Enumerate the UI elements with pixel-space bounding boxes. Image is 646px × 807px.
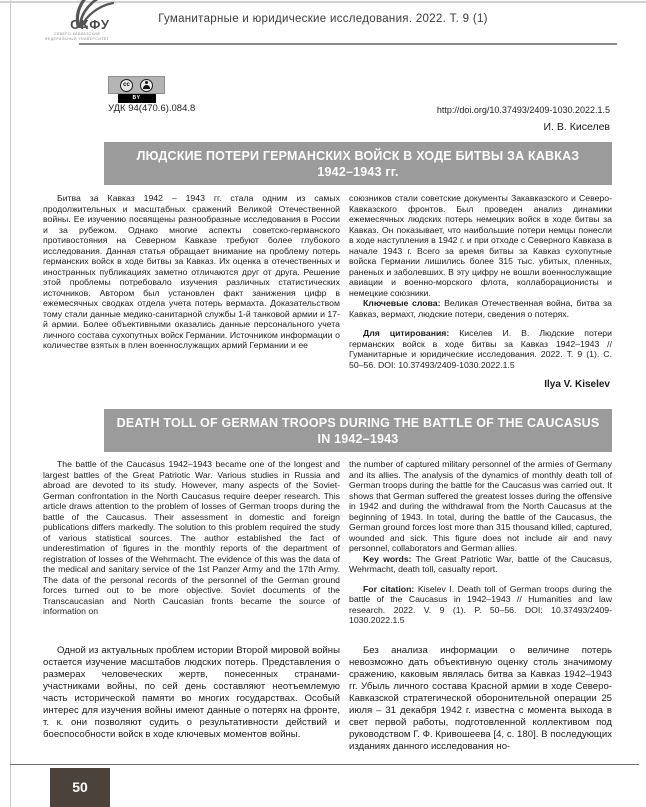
citation-en [349,584,612,626]
citation-ru-label: Для цитирования: [363,328,450,338]
citation-en-label: For citation: [363,583,415,594]
page-left-edge-line [10,0,11,807]
keywords-en-text: The Great Patriotic War, battle of the Caucasus, Wehrmacht, death toll, casualty report. [349,553,613,574]
keywords-en [349,554,612,575]
main-text-col1-paragraph: Одной из актуальных проблем истории Второй мировой войны остается изучение масштабов людских потерь. Представления о размерах человеческих жертв, понесенных странами-участниками войны, по сей день составляют неотъемлемую часть исторической памяти во многих государствах. Особый интерес для изучения войны имеют данные о потерях на фронте, т. к. они позволяют судить о результативности действий и боеспособности войск в ходе ключевых моментов войны. [43,645,340,740]
citation-en-text: Kiselev I. Death toll of German troops during the battle of the Caucasus in 1942–1943 // Humanities and law research. 2022. V. 9 (1). P. 50–56. DOI: 10.37493/2409-1030.2022.1.5 [349,583,612,625]
footer-divider-rule [10,764,639,765]
cc-license-badge [108,76,165,103]
abstract-ru-section [43,193,612,390]
cc-badge-icons-row [108,76,165,94]
citation-ru [349,328,612,370]
abstract-ru-text-part2: союзников стали советские документы Закавказского и Северо-Кавказского фронтов. Был проведен анализ динамики ежемесячных людских потерь немецких войск в ходе битвы за Кавказ. Он показывает, что наибольшие потери немцы понесли в ходе наступления в 1942 г. и при отходе с Северного Кавказа в начале 1943 г. Всего за время битвы за Кавказ сухопутные войска Германии лишились более 315 тыс. убитых, пленных, раненых и заболевших. В эту цифру не вошли военнослужащие авиации и военно-морского флота, коллаборационисты и немецкие союзники. [349,193,612,298]
page-number-box [50,768,110,807]
cc-icon: cc [120,79,133,92]
main-text-left-column [43,645,340,753]
journal-header-title: Гуманитарные и юридические исследования. 2022. Т. 9 (1) [158,13,488,25]
logo-abbreviation: СКФУ [70,17,110,32]
main-text-section [43,645,612,753]
citation-ru-text: Киселев И. В. Людские потери германских войск в ходе битвы за Кавказ 1942–1943 // Гуманитарные и юридические исследования. 2022. Т. 9 (1). С. 50–56. DOI: 10.37493/2409-1030.2022.1.5 [349,328,612,370]
logo-subtitle-line1: СЕВЕРО-КАВКАЗСКИЙ [53,32,101,36]
keywords-ru-label: Ключевые слова: [363,298,441,308]
article-title-en-line1: DEATH TOLL OF GERMAN TROOPS DURING THE BATTLE OF THE CAUCASUS [116,416,600,430]
udc-code: УДК 94(470.6).084.8 [108,103,196,114]
main-text-right-column [349,645,612,753]
keywords-ru [349,298,612,319]
header-divider-rule [79,43,617,45]
abstract-en-right-column [349,459,612,626]
article-title-en-line2: IN 1942–1943 [317,432,399,446]
article-title-en-banner [104,409,612,452]
abstract-ru-text-part1: Битва за Кавказ 1942 – 1943 гг. стала одним из самых продолжительных и масштабных сражений Великой Отечественной войны. Ее изучению посвящены разнообразные исследования в России и за рубежом. Однако многие аспекты советско-германского противостояния на Северном Кавказе требуют более глубокого исследования. Данная статья обращает внимание на проблему потерь германских войск в ходе битвы за Кавказ. Их оценка в отечественных и иностранных публикациях заметно отличаются друг от друга. Решение этой проблемы потребовало изучения различных статистических источников. Автором был установлен факт занижения цифр в ежемесячных сводках отдела учета потерь вермахта. Доказательством тому стали данные медико-санитарной службы 1-й танковой армии и 17-й армии. Более объективными оказались данные персонального учета личного состава сухопутных войск Германии. Источником информации о количестве взятых в плен военнослужащих армий Германии и ее [43,193,340,350]
logo-subtitle-line2: ФЕДЕРАЛЬНЫЙ УНИВЕРСИТЕТ [44,36,110,41]
person-icon [140,79,153,92]
abstract-en-text-part1: The battle of the Caucasus 1942–1943 became one of the longest and largest battles of the Great Patriotic War. Various studies in Russia and abroad are devoted to its study. However, many aspects of the Soviet-German confrontation in the North Caucasus require deeper research. This article draws attention to the problem of losses of German troops during the battle of the Caucasus. Their assessment in domestic and foreign publications differs markedly. The solution to this problem required the study of various statistical sources. The author established the fact of underestimation of figures in the monthly reports of the department of registration of losses of the Wehrmacht. The evidence of this was the data of the medical and sanitary service of the 1st Panzer Army and the 17th Army. The data of the personal records of the personnel of the German ground forces turned out to be more objective. Soviet documents of the Transcaucasian and North Caucasian fronts became the source of information on [43,459,340,616]
abstract-ru-left-column [43,193,340,390]
abstract-en-section [43,459,612,626]
article-title-ru-banner [104,142,612,185]
keywords-ru-text: Великая Отечественная война, битва за Кавказ, вермахт, людские потери, сведения о потерях. [349,298,612,319]
article-title-ru-line1: ЛЮДСКИЕ ПОТЕРИ ГЕРМАНСКИХ ВОЙСК В ХОДЕ БИТВЫ ЗА КАВКАЗ [136,149,580,163]
author-name-ru: И. В. Киселев [543,121,610,133]
page-number: 50 [72,779,88,795]
cc-by-label: BY [118,94,156,103]
doi-link[interactable]: http://doi.org/10.37493/2409-1030.2022.1.5 [436,105,610,115]
author-name-en: Ilya V. Kiselev [544,379,610,390]
abstract-ru-right-column [349,193,612,390]
keywords-en-label: Key words: [363,553,412,564]
abstract-en-left-column [43,459,340,626]
main-text-col2-paragraph: Без анализа информации о величине потерь невозможно дать объективную оценку столь значимому сражению, каковым являлась битва за Кавказ 1942–1943 гг. Убыль личного состава Красной армии в ходе Северо-Кавказской стратегической оборонительной операции 25 июля – 31 декабря 1942 г. известна с момента выхода в свет первой работы, подготовленной коллективом под руководством Г. Ф. Кривошеева [4, с. 180]. В последующих изданиях данного исследования но- [349,645,612,752]
article-title-ru-line2: 1942–1943 гг. [317,165,399,179]
abstract-en-text-part2: the number of captured military personnel of the armies of Germany and its allies. The analysis of the dynamics of monthly death toll of German troops during the battle for the Caucasus was carried out. It shows that German suffered the greatest losses during the offensive in 1942 and during the withdrawal from the North Caucasus at the beginning of 1943. In total, during the battle of the Caucasus, the German ground forces lost more than 315 thousand killed, captured, wounded and sick. This figure does not include air and navy personnel, collaborators and German allies. [349,459,612,553]
